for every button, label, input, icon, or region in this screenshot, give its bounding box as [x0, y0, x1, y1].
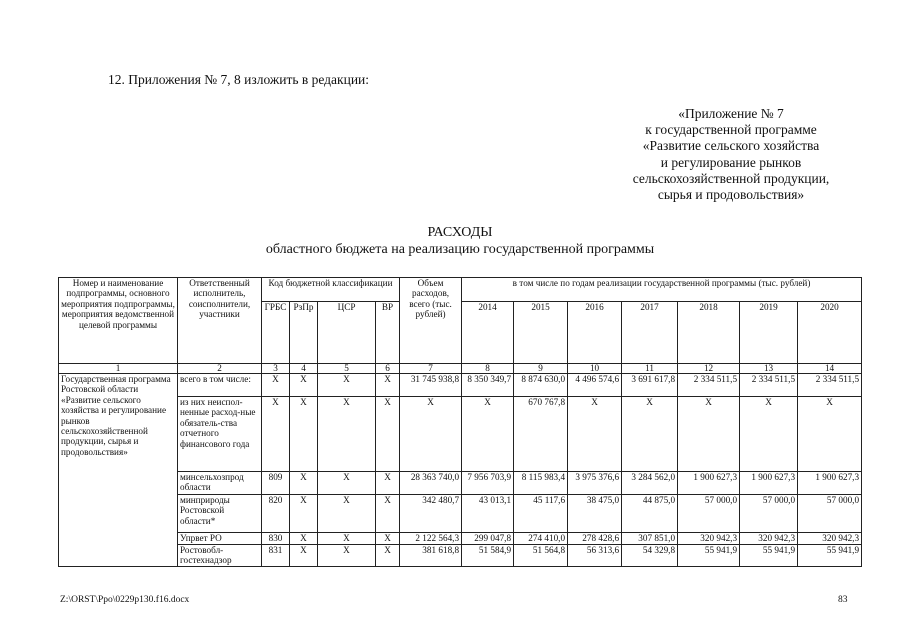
cell-year-value: 44 875,0	[622, 495, 678, 533]
cell-csr: X	[318, 495, 376, 533]
cell-year-value: 320 942,3	[740, 533, 798, 545]
intro-paragraph: 12. Приложения № 7, 8 изложить в редакции:	[108, 72, 370, 87]
header-executor: Ответственный исполнитель, соисполнители, участники	[178, 278, 262, 364]
cell-year-value: 1 900 627,3	[740, 472, 798, 495]
header-csr: ЦСР	[318, 302, 376, 364]
annex-line: сельскохозяйственной продукции,	[632, 170, 830, 186]
cell-year-value: X	[568, 397, 622, 472]
annex-line: сырья и продовольствия»	[657, 187, 805, 203]
cell-year-value: 307 851,0	[622, 533, 678, 545]
cell-total: 342 480,7	[400, 495, 462, 533]
cell-rzpr: X	[290, 397, 318, 472]
header-year: 2015	[514, 302, 568, 364]
cell-csr: X	[318, 397, 376, 472]
cell-year-value: X	[740, 397, 798, 472]
header-year: 2016	[568, 302, 622, 364]
cell-executor: из них неиспол-ненные расход-ные обязатель-ства отчетного финансового года	[178, 397, 262, 472]
cell-grbs: 831	[262, 545, 290, 567]
cell-executor: минсельхозпрод области	[178, 472, 262, 495]
column-number: 6	[376, 364, 400, 374]
cell-year-value: 2 334 511,5	[678, 374, 740, 397]
cell-year-value: 54 329,8	[622, 545, 678, 567]
header-year: 2020	[798, 302, 862, 364]
cell-year-value: 274 410,0	[514, 533, 568, 545]
header-grbs: ГРБС	[262, 302, 290, 364]
cell-year-value: 320 942,3	[678, 533, 740, 545]
annex-line: и регулирование рынков	[660, 154, 802, 170]
cell-executor: Ростовобл-гостехнадзор	[178, 545, 262, 567]
cell-year-value: 1 900 627,3	[798, 472, 862, 495]
cell-year-value: X	[462, 397, 514, 472]
footer-file-path: Z:\ORST\Ppo\0229p130.f16.docx	[60, 595, 190, 605]
cell-year-value: 1 900 627,3	[678, 472, 740, 495]
table-header-row	[59, 278, 862, 302]
header-name: Номер и наименование подпрограммы, основного мероприятия подпрограммы, мероприятия ведомственной целевой программы	[59, 278, 178, 364]
cell-year-value: X	[798, 397, 862, 472]
column-number: 14	[798, 364, 862, 374]
column-number: 12	[678, 364, 740, 374]
column-number: 9	[514, 364, 568, 374]
cell-total: 28 363 740,0	[400, 472, 462, 495]
header-year: 2017	[622, 302, 678, 364]
budget-table	[58, 277, 862, 567]
cell-year-value: 278 428,6	[568, 533, 622, 545]
cell-year-value: 670 767,8	[514, 397, 568, 472]
document-title	[60, 224, 860, 258]
cell-rzpr: X	[290, 472, 318, 495]
column-number: 5	[318, 364, 376, 374]
cell-year-value: 4 496 574,6	[568, 374, 622, 397]
cell-csr: X	[318, 472, 376, 495]
cell-year-value: 55 941,9	[798, 545, 862, 567]
cell-year-value: 3 691 617,8	[622, 374, 678, 397]
cell-grbs: 809	[262, 472, 290, 495]
cell-grbs: 830	[262, 533, 290, 545]
cell-total: 31 745 938,8	[400, 374, 462, 397]
cell-vr: X	[376, 472, 400, 495]
cell-year-value: 55 941,9	[740, 545, 798, 567]
column-number: 1	[59, 364, 178, 374]
cell-year-value: 55 941,9	[678, 545, 740, 567]
cell-year-value: 8 874 630,0	[514, 374, 568, 397]
cell-executor: минприроды Ростовской области*	[178, 495, 262, 533]
annex-line: к государственной программе	[645, 122, 817, 138]
cell-vr: X	[376, 533, 400, 545]
annex-line: «Приложение № 7	[678, 106, 784, 121]
column-number: 10	[568, 364, 622, 374]
header-years: в том числе по годам реализации государственной программы (тыс. рублей)	[462, 278, 862, 302]
annex-line: «Развитие сельского хозяйства	[642, 138, 820, 154]
page-number: 83	[838, 595, 848, 605]
program-name: Государственная программа Ростовской области «Развитие сельского хозяйства и регулирование рынков сельскохозяйственной продукции, сырья и продовольствия»	[59, 374, 178, 567]
cell-grbs: X	[262, 374, 290, 397]
cell-vr: X	[376, 397, 400, 472]
cell-year-value: 45 117,6	[514, 495, 568, 533]
cell-year-value: 7 956 703,9	[462, 472, 514, 495]
title-sub: областного бюджета на реализацию государственной программы	[265, 242, 655, 257]
header-year: 2014	[462, 302, 514, 364]
cell-rzpr: X	[290, 374, 318, 397]
cell-rzpr: X	[290, 545, 318, 567]
cell-year-value: 43 013,1	[462, 495, 514, 533]
cell-vr: X	[376, 545, 400, 567]
column-number: 11	[622, 364, 678, 374]
cell-grbs: X	[262, 397, 290, 472]
cell-year-value: 320 942,3	[798, 533, 862, 545]
cell-csr: X	[318, 374, 376, 397]
cell-year-value: 2 334 511,5	[740, 374, 798, 397]
table-row	[59, 545, 862, 567]
cell-year-value: 8 350 349,7	[462, 374, 514, 397]
column-number: 3	[262, 364, 290, 374]
annex-heading	[600, 106, 862, 203]
header-year: 2019	[740, 302, 798, 364]
cell-year-value: 56 313,6	[568, 545, 622, 567]
cell-grbs: 820	[262, 495, 290, 533]
table-row	[59, 533, 862, 545]
cell-executor: всего в том числе:	[178, 374, 262, 397]
table-row	[59, 472, 862, 495]
cell-year-value: 2 334 511,5	[798, 374, 862, 397]
column-number-row	[59, 364, 862, 374]
header-vr: ВР	[376, 302, 400, 364]
cell-total: X	[400, 397, 462, 472]
table-row	[59, 397, 862, 472]
header-budget-code: Код бюджетной классификации	[262, 278, 400, 302]
title-main: РАСХОДЫ	[427, 225, 493, 240]
cell-year-value: X	[622, 397, 678, 472]
cell-year-value: 57 000,0	[798, 495, 862, 533]
cell-year-value: 57 000,0	[678, 495, 740, 533]
header-year: 2018	[678, 302, 740, 364]
cell-year-value: X	[678, 397, 740, 472]
table-row	[59, 374, 862, 397]
cell-csr: X	[318, 533, 376, 545]
cell-year-value: 3 284 562,0	[622, 472, 678, 495]
cell-year-value: 3 975 376,6	[568, 472, 622, 495]
column-number: 7	[400, 364, 462, 374]
cell-year-value: 51 564,8	[514, 545, 568, 567]
cell-rzpr: X	[290, 495, 318, 533]
cell-vr: X	[376, 374, 400, 397]
cell-total: 381 618,8	[400, 545, 462, 567]
cell-executor: Упрвет РО	[178, 533, 262, 545]
cell-total: 2 122 564,3	[400, 533, 462, 545]
cell-year-value: 299 047,8	[462, 533, 514, 545]
cell-year-value: 57 000,0	[740, 495, 798, 533]
column-number: 4	[290, 364, 318, 374]
cell-year-value: 38 475,0	[568, 495, 622, 533]
cell-vr: X	[376, 495, 400, 533]
cell-year-value: 51 584,9	[462, 545, 514, 567]
header-rzpr: РзПр	[290, 302, 318, 364]
table-row	[59, 495, 862, 533]
header-total: Объем расходов, всего (тыс. рублей)	[400, 278, 462, 364]
cell-rzpr: X	[290, 533, 318, 545]
cell-year-value: 8 115 983,4	[514, 472, 568, 495]
column-number: 2	[178, 364, 262, 374]
column-number: 8	[462, 364, 514, 374]
column-number: 13	[740, 364, 798, 374]
cell-csr: X	[318, 545, 376, 567]
